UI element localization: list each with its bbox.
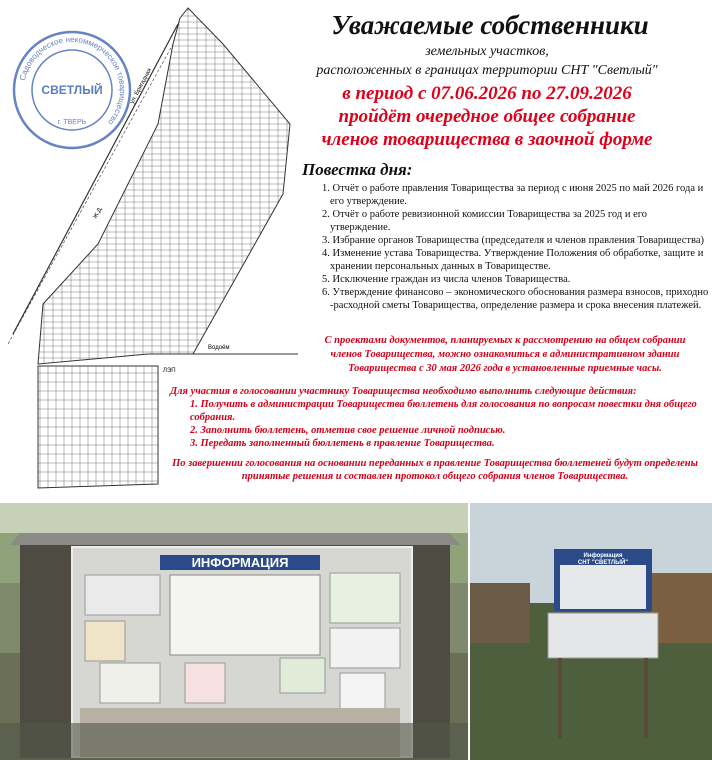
voting-intro: Для участия в голосовании участнику Товарищества необходимо выполнить следующие действия:	[170, 386, 637, 397]
map-lower-area	[38, 366, 158, 488]
poster-subtitle-2: расположенных в границах территории СНТ "Светлый"	[316, 63, 658, 78]
meeting-line-2: членов товарищества в заочной форме	[321, 129, 653, 150]
stamp-center-text: СВЕТЛЫЙ	[41, 83, 103, 97]
agenda-item: 1. Отчёт о работе правления Товарищества за период с июня 2025 по май 2026 года и его утверждение.	[322, 183, 704, 207]
final-notice: По завершении голосования на основании переданных в правление Товарищества бюллетеней будут определены принятые решения и составлен протокол общего собрания членов Товарищества.	[172, 458, 698, 482]
second-board-photo	[470, 503, 712, 760]
board-title-line1: Информация	[583, 553, 623, 559]
voting-instructions	[170, 385, 700, 450]
stamp-bottom-text: г. ТВЕРЬ	[57, 119, 87, 126]
agenda-item: 5. Исключение граждан из числа членов Товарищества.	[322, 274, 571, 285]
agenda-item: 4. Изменение устава Товарищества. Утверждение Положения об обработке, защите и хранении персональных данных в Товариществе.	[322, 248, 704, 272]
voting-step: 2. Заполнить бюллетень, отметив свое решение личной подписью.	[190, 425, 506, 436]
agenda-list	[322, 182, 710, 312]
voting-step: 1. Получить в администрации Товарищества бюллетень для голосования по вопросам повестки дня общего собрания.	[190, 399, 697, 423]
map-label-railway: Ж.Д.	[92, 205, 105, 220]
voting-step: 3. Передать заполненный бюллетень в правление Товарищества.	[190, 438, 495, 449]
stamp-outer-text: Садоводческое некоммерческое товарищество	[17, 34, 128, 127]
board-title: ИНФОРМАЦИЯ	[191, 555, 289, 570]
meeting-line-1: пройдёт очередное общее собрание	[338, 106, 636, 127]
documents-notice: С проектами документов, планируемых к рассмотрению на общем собрании членов Товарищества, можно ознакомиться в административном здании Товарищества с 30 мая 2026 года в установленные приемные часы.	[324, 335, 686, 374]
agenda-item: 2. Отчёт о работе ревизионной комиссии Товарищества за 2025 год и его утверждение.	[322, 209, 648, 233]
board-title-line2: СНТ "СВЕТЛЫЙ"	[577, 560, 629, 566]
map-label-pond: Водоём	[208, 345, 230, 351]
poster-title: Уважаемые собственники	[331, 10, 649, 40]
meeting-period: в период с 07.06.2026 по 27.09.2026	[342, 83, 632, 104]
poster-subtitle-1: земельных участков,	[425, 44, 549, 59]
info-board-photo	[0, 503, 468, 760]
agenda-title: Повестка дня:	[302, 160, 413, 179]
agenda-item: 3. Избрание органов Товарищества (председателя и членов правления Товарищества)	[322, 235, 704, 246]
map-upper-area	[38, 8, 290, 364]
agenda-item: 6. Утверждение финансово – экономического обоснования размера взносов, приходно -расходной сметы Товарищества, определение размера и срока внесения платежей.	[322, 287, 709, 311]
map-label-power-line: ЛЭП	[163, 368, 176, 374]
map-label-street: ул. Бригадная	[129, 67, 154, 105]
